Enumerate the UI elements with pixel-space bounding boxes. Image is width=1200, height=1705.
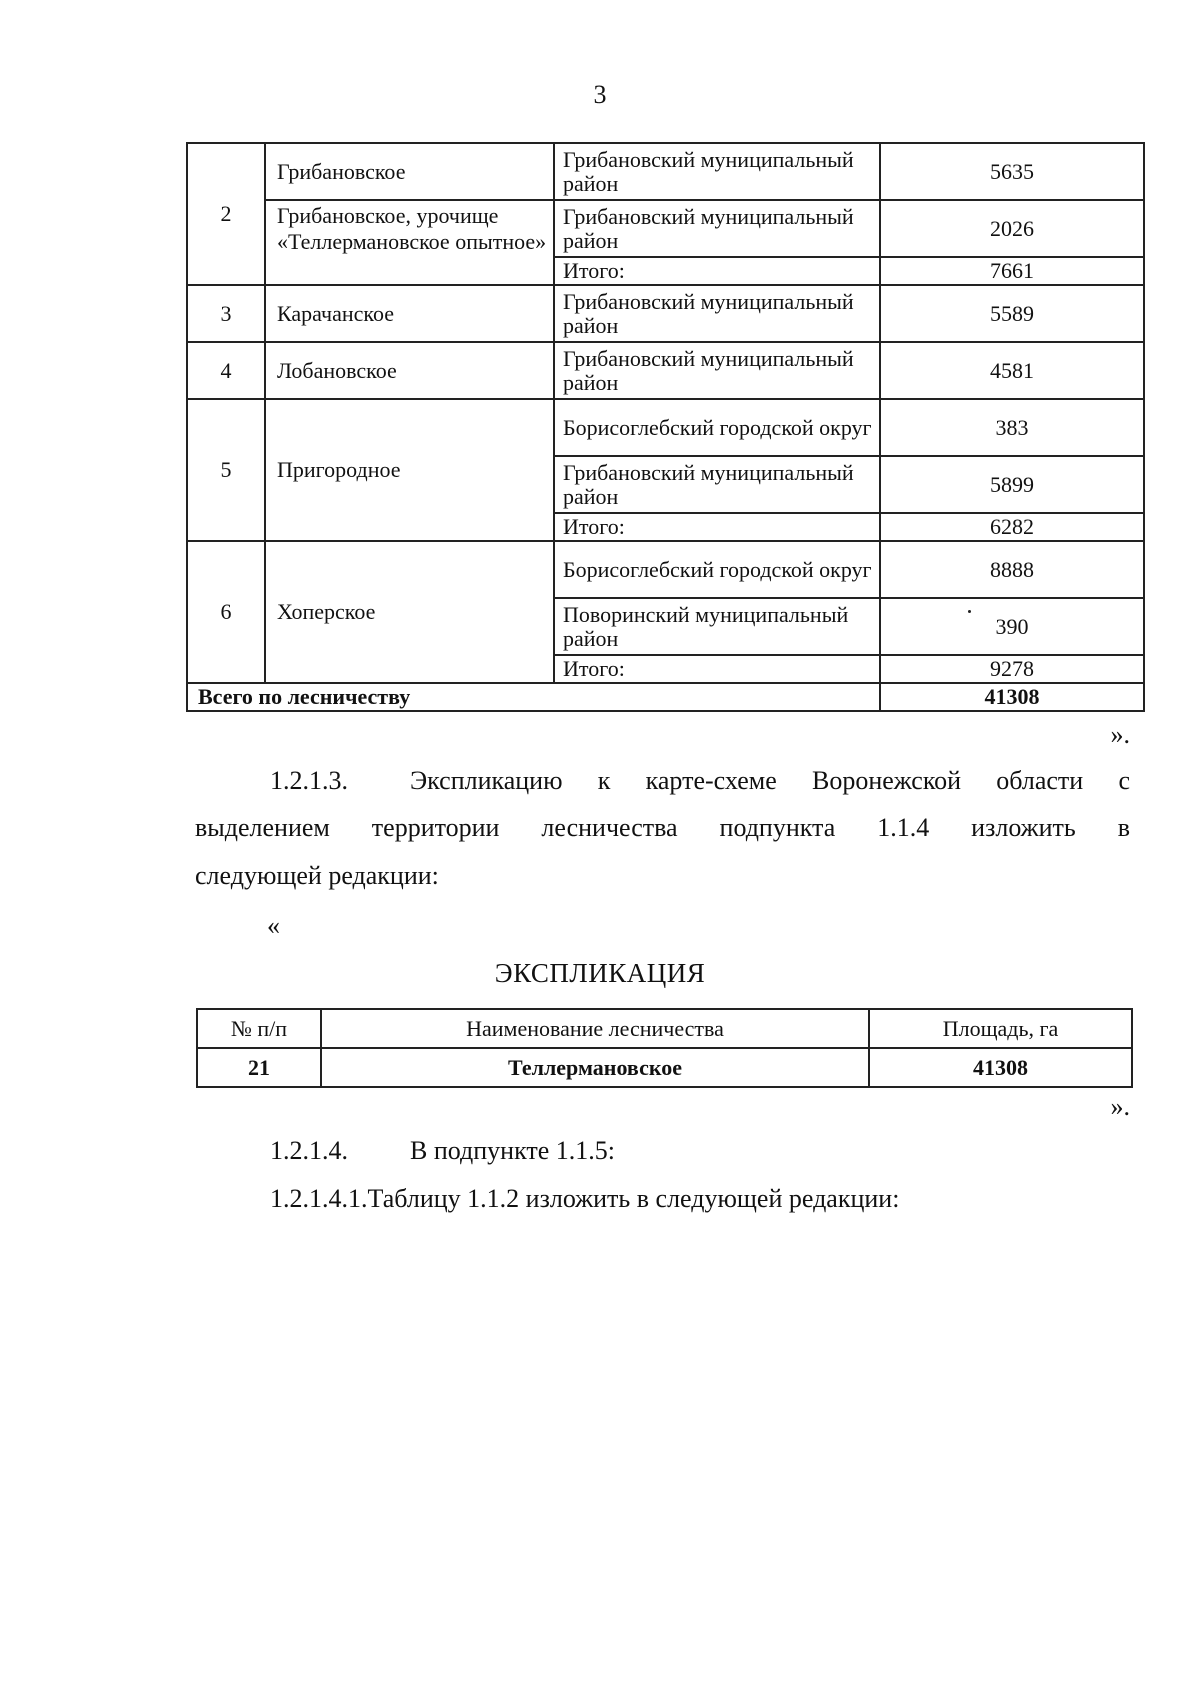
explication-table [196,1008,1133,1088]
table-row [187,285,1144,342]
paragraph-number: 1.2.1.3. [270,766,348,795]
scan-dot [968,610,971,613]
subtotal-label: Итого: [554,257,880,285]
district-name: Грибановский муниципальный район [554,143,880,200]
subtotal-value: 9278 [880,655,1144,683]
row-number: 4 [187,342,265,399]
opening-quote: « [267,911,280,940]
area-value: 5589 [880,285,1144,342]
forestry-name: Пригородное [265,399,554,541]
area-value: 4581 [880,342,1144,399]
paragraph-text-line: выделением территории лесничества подпункта 1.1.4 изложить в [195,813,1130,842]
forestry-name: Грибановское, урочище «Теллермановское опытное» [265,200,554,285]
subtotal-value: 7661 [880,257,1144,285]
column-header: Наименование лесничества [321,1009,869,1048]
column-header: № п/п [197,1009,321,1048]
subtotal-label: Итого: [554,655,880,683]
row-number: 5 [187,399,265,541]
forestry-name: Грибановское [265,143,554,200]
area-value: 2026 [880,200,1144,257]
area-value: 5635 [880,143,1144,200]
district-name: Борисоглебский городской округ [554,541,880,598]
closing-quote: ». [1110,1092,1130,1121]
forestry-area-table [186,142,1145,712]
table-row [187,200,1144,257]
table-cell: 41308 [869,1048,1132,1087]
area-value: 390 [880,598,1144,655]
explication-title: ЭКСПЛИКАЦИЯ [494,958,706,988]
total-label: Всего по лесничеству [187,683,880,711]
area-value: 8888 [880,541,1144,598]
table-header-row [197,1009,1132,1048]
district-name: Грибановский муниципальный район [554,200,880,257]
forestry-name: Карачанское [265,285,554,342]
paragraph-text-line: следующей редакции: [195,861,439,890]
subtotal-value: 6282 [880,513,1144,541]
district-name: Поворинский муниципальный район [554,598,880,655]
table-cell: 21 [197,1048,321,1087]
closing-quote: ». [1110,720,1130,749]
paragraph-number: 1.2.1.4. [270,1136,348,1165]
district-name: Грибановский муниципальный район [554,285,880,342]
column-header: Площадь, га [869,1009,1132,1048]
total-row [187,683,1144,711]
row-number: 6 [187,541,265,683]
paragraph-text: 1.2.1.4.1.Таблицу 1.1.2 изложить в следующей редакции: [270,1184,900,1213]
row-number: 2 [187,143,265,285]
paragraph-text: В подпункте 1.1.5: [410,1136,615,1165]
paragraph-text-line: Экспликацию к карте-схеме Воронежской области с [410,766,1130,795]
district-name: Грибановский муниципальный район [554,342,880,399]
table-row [187,541,1144,598]
forestry-name: Лобановское [265,342,554,399]
district-name: Грибановский муниципальный район [554,456,880,513]
area-value: 5899 [880,456,1144,513]
table-row [187,399,1144,456]
table-row [187,342,1144,399]
subtotal-label: Итого: [554,513,880,541]
area-value: 383 [880,399,1144,456]
row-number: 3 [187,285,265,342]
total-value: 41308 [880,683,1144,711]
table-row [197,1048,1132,1087]
district-name: Борисоглебский городской округ [554,399,880,456]
forestry-name: Хоперское [265,541,554,683]
table-row [187,143,1144,200]
table-cell: Теллермановское [321,1048,869,1087]
page-number: 3 [593,80,607,109]
